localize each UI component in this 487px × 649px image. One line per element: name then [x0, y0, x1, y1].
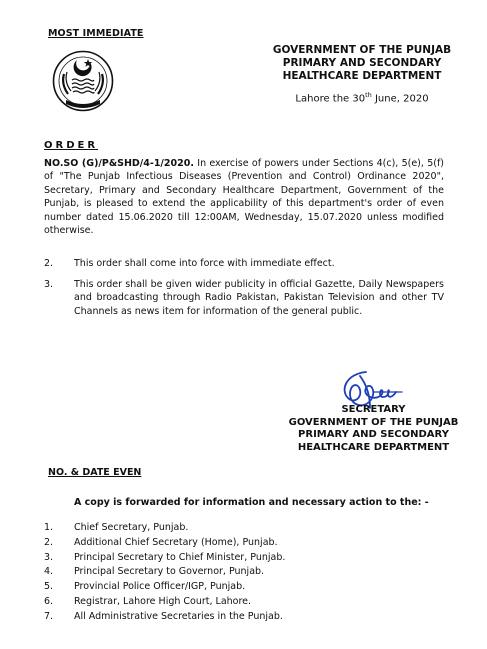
- urgency-label: MOST IMMEDIATE: [48, 28, 144, 39]
- item-number: 1.: [44, 522, 54, 533]
- item-text: Additional Chief Secretary (Home), Punjab.: [74, 536, 278, 548]
- department-line-2: PRIMARY AND SECONDARY: [282, 57, 442, 70]
- signatory-line-2: PRIMARY AND SECONDARY: [298, 429, 449, 441]
- punjab-emblem-icon: [52, 50, 114, 112]
- date-rest: June, 2020: [371, 93, 429, 105]
- item-number: 5.: [44, 581, 54, 593]
- list-item: [44, 551, 444, 566]
- signatory-block: [286, 404, 461, 454]
- place-date: [262, 91, 462, 104]
- list-item: [44, 595, 444, 610]
- signatory-line-1: GOVERNMENT OF THE PUNJAB: [288, 416, 459, 428]
- paragraph-text: This order shall be given wider publicity in official Gazette, Daily Newspapers and broadcasting through Radio Pakistan, Pakistan Television and other TV Channels as news item for information of the general public.: [74, 279, 444, 317]
- item-number: 7.: [44, 610, 54, 622]
- item-text: Chief Secretary, Punjab.: [74, 522, 189, 533]
- order-heading: ORDER: [44, 140, 99, 151]
- department-line-1: GOVERNMENT OF THE PUNJAB: [272, 44, 452, 56]
- item-number: 3.: [44, 551, 54, 563]
- date-suffix: th: [365, 91, 372, 99]
- item-number: 6.: [44, 595, 54, 607]
- forward-line: A copy is forwarded for information and necessary action to the: -: [74, 497, 429, 508]
- signatory-title: SECRETARY: [341, 404, 406, 415]
- order-number: NO.SO (G)/P&SHD/4-1/2020.: [44, 158, 194, 169]
- order-paragraph-2: [44, 257, 444, 270]
- recipient-list: [44, 521, 444, 625]
- paragraph-text: This order shall come into force with immediate effect.: [74, 258, 335, 269]
- list-item: [44, 536, 444, 551]
- item-text: Principal Secretary to Governor, Punjab.: [74, 566, 265, 578]
- item-text: Principal Secretary to Chief Minister, Punjab.: [74, 551, 286, 563]
- list-item: [44, 610, 444, 625]
- item-number: 2.: [44, 536, 54, 548]
- reference-line: NO. & DATE EVEN: [48, 467, 142, 478]
- item-text: All Administrative Secretaries in the Punjab.: [74, 610, 283, 622]
- order-paragraph-1-text: In exercise of powers under Sections 4(c), 5(e), 5(f) of "The Punjab Infectious Diseases (Prevention and Control) Ordinance 2020", Secretary, Primary and Secondary Healthcare Department, Government of the Punjab, is pleased to extend the applicability of this department's order of even number dated 15.06.2020 till 12:00AM, Wednesday, 15.07.2020 unless modified otherwise.: [44, 158, 444, 237]
- item-number: 4.: [44, 566, 54, 578]
- order-paragraph-1: [44, 157, 444, 237]
- department-line-3: HEALTHCARE DEPARTMENT: [282, 70, 442, 83]
- signatory-line-3: HEALTHCARE DEPARTMENT: [297, 441, 450, 453]
- list-item: [44, 565, 444, 580]
- department-header: [262, 44, 462, 84]
- list-item: [44, 521, 444, 536]
- list-item: [44, 580, 444, 595]
- paragraph-number: 2.: [44, 258, 54, 269]
- item-text: Registrar, Lahore High Court, Lahore.: [74, 595, 252, 607]
- order-paragraph-3: [44, 278, 444, 318]
- paragraph-number: 3.: [44, 279, 54, 290]
- item-text: Provincial Police Officer/IGP, Punjab.: [74, 581, 246, 593]
- place-date-main: Lahore the 30: [295, 93, 366, 105]
